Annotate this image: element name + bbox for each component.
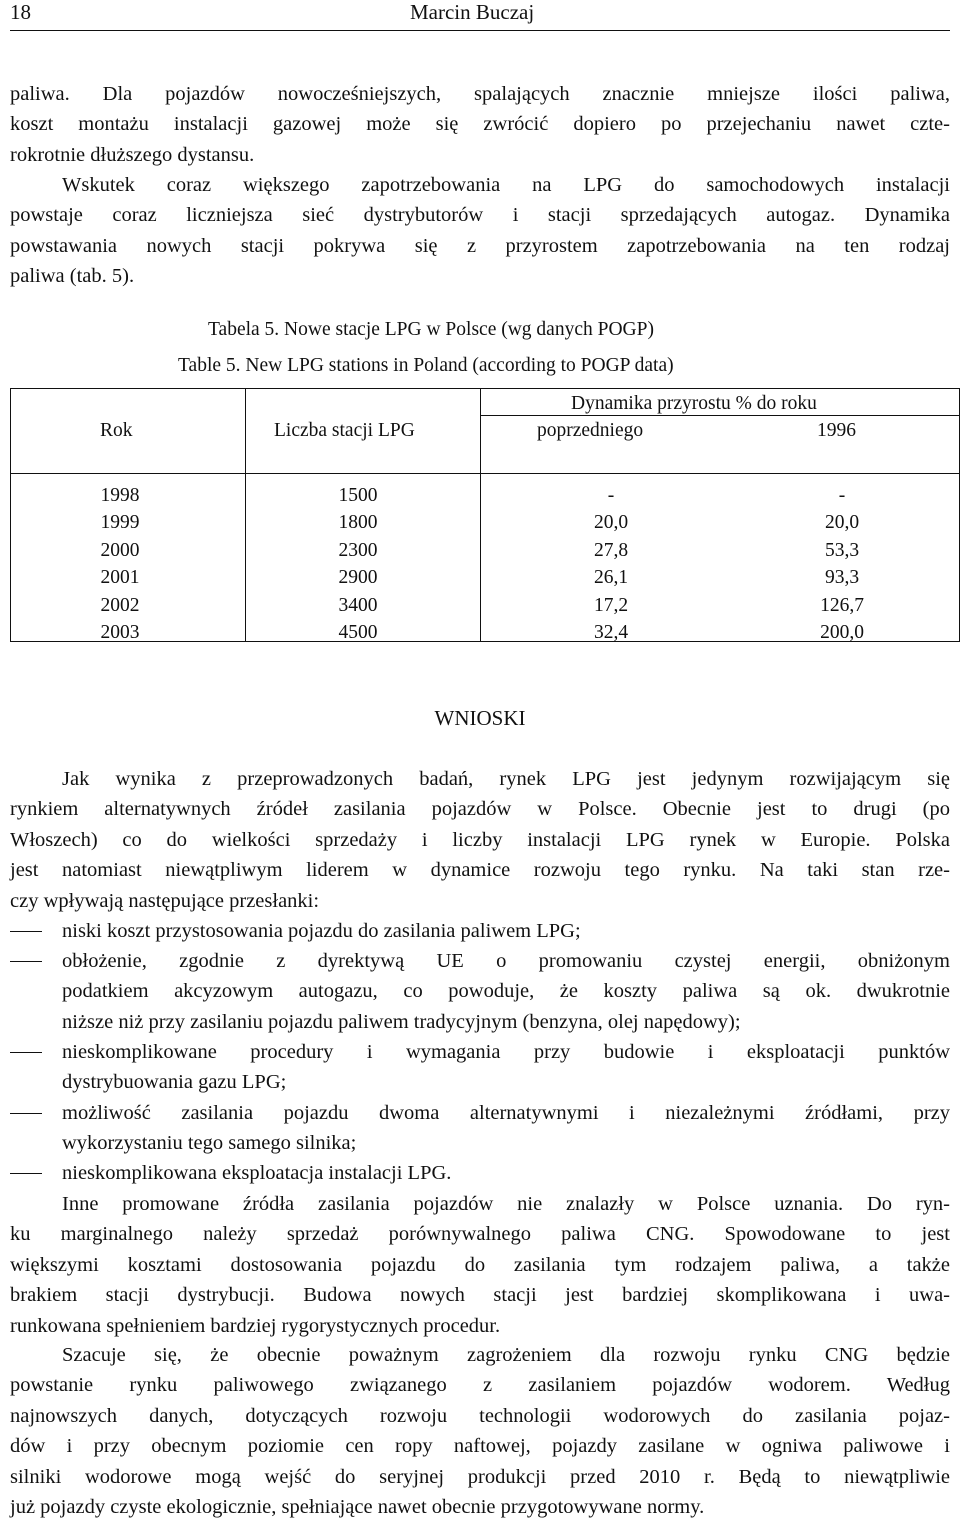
running-header	[10, 0, 950, 31]
table-cell: -	[838, 485, 846, 506]
conclusions-paragraph	[10, 764, 950, 916]
table-cell: 2900	[338, 567, 378, 589]
bullet-item	[10, 1098, 950, 1159]
text-line: większymi kosztami dostosowania pojazdu do zasilania tym rodzajem paliwa, a także	[10, 1253, 950, 1276]
text-line: silniki wodorowe mogą wejść do seryjnej produkcji przed 2010 r. Będą to niewątpliwie	[10, 1465, 950, 1488]
section-heading: WNIOSKI	[434, 706, 526, 730]
table-cell: 2300	[338, 539, 378, 561]
bullet-item	[10, 1158, 950, 1188]
running-header-author: Marcin Buczaj	[410, 0, 535, 24]
text-line: rynkiem alternatywnych źródeł zasilania pojazdów w Polsce. Obecnie jest to drugi (po	[10, 798, 950, 821]
text-line: niski koszt przystosowania pojazdu do zasilania paliwem LPG;	[62, 920, 581, 942]
text-line: dystrybuowania gazu LPG;	[62, 1071, 287, 1094]
column-divider	[480, 388, 481, 641]
text-line: Inne promowane źródła zasilania pojazdów nie znalazły w Polsce uznania. Do ryn-	[62, 1193, 950, 1215]
text-line: Szacuje się, że obecnie poważnym zagrożeniem dla rozwoju rynku CNG będzie	[62, 1344, 950, 1366]
table-cell: 32,4	[593, 621, 629, 643]
text-line: dów i przy obecnym poziomie cen ropy naftowej, pojazdy zasilane w ogniwa paliwowe i	[10, 1435, 950, 1458]
dash-bullet	[10, 1098, 42, 1128]
text-line: Jak wynika z przeprowadzonych badań, rynek LPG jest jedynym rozwijającym się	[62, 768, 950, 790]
table-cell: 17,2	[593, 594, 629, 616]
column-station-count	[308, 482, 408, 646]
bullet-item	[10, 916, 950, 946]
dash-bullet	[10, 916, 42, 946]
table-cell: 20,0	[593, 512, 629, 534]
text-line: podatkiem akcyzowym autogazu, co powoduje, że koszty paliwa są ok. dwukrotnie	[62, 980, 950, 1003]
text-line: powstaje coraz liczniejsza sieć dystrybutorów i stacji sprzedających autogaz. Dynamika	[10, 204, 950, 227]
table-cell: 26,1	[593, 567, 629, 589]
bullet-item	[10, 1037, 950, 1098]
table-cell: 200,0	[820, 621, 864, 643]
text-line: już pojazdy czyste ekologicznie, spełniające nawet obecnie przygotowywane normy.	[10, 1495, 705, 1518]
text-line: koszt montażu instalacji gazowej może się zwrócić dopiero po przejechaniu nawet czte-	[10, 113, 950, 136]
column-base-year	[787, 482, 897, 646]
stations-paragraph	[10, 170, 950, 292]
text-line: nieskomplikowana eksploatacja instalacji LPG.	[62, 1162, 452, 1184]
table-cell: 1999	[100, 512, 140, 534]
text-line: paliwa. Dla pojazdów nowocześniejszych, spalających znacznie mniejsze ilości paliwa,	[10, 83, 950, 105]
header-base-year: 1996	[817, 420, 856, 441]
dash-bullet	[10, 1158, 42, 1188]
intro-paragraph	[10, 79, 950, 170]
text-line: nieskomplikowane procedury i wymagania przy budowie i eksploatacji punktów	[62, 1041, 950, 1063]
table-cell: 2001	[100, 567, 140, 589]
column-divider	[245, 388, 246, 641]
table-cell: 4500	[338, 621, 378, 643]
header-divider	[10, 473, 960, 474]
header-subdivider	[480, 415, 960, 416]
column-previous-year	[556, 482, 666, 646]
table-cell: 20,0	[824, 512, 860, 534]
text-line: brakiem stacji dystrybucji. Budowa nowych stacji jest bardziej skomplikowana i uwa-	[10, 1284, 950, 1307]
text-line: niższe niż przy zasilaniu pojazdu paliwem tradycyjnym (benzyna, olej napędowy);	[62, 1010, 741, 1033]
text-line: powstanie rynku paliwowego związanego z zasilaniem pojazdów wodorem. Według	[10, 1374, 950, 1397]
text-line: runkowana spełnieniem bardziej rygorystycznych procedur.	[10, 1314, 501, 1337]
table-caption-pl: Tabela 5. Nowe stacje LPG w Polsce (wg danych POGP)	[208, 319, 654, 340]
table-cell: 3400	[338, 594, 378, 616]
table-cell: -	[607, 485, 615, 506]
table-cell: 2002	[100, 594, 140, 616]
table-cell: 27,8	[593, 539, 629, 561]
table-cell: 1500	[338, 485, 378, 506]
text-line: ku marginalnego należy sprzedaż porównywalnego paliwa CNG. Spowodowane to jest	[10, 1223, 950, 1246]
text-line: rokrotnie dłuższego dystansu.	[10, 143, 255, 166]
table-caption-en: Table 5. New LPG stations in Poland (according to POGP data)	[178, 355, 674, 376]
table-cell: 53,3	[824, 539, 860, 561]
table-cell: 1998	[100, 485, 140, 506]
text-line: jest natomiast niewątpliwym liderem w dynamice rozwoju tego rynku. Na taki stan rze-	[10, 859, 950, 882]
header-previous-year: poprzedniego	[537, 420, 644, 441]
column-year	[70, 482, 170, 646]
text-line: paliwa (tab. 5).	[10, 265, 135, 288]
text-line: Wskutek coraz większego zapotrzebowania na LPG do samochodowych instalacji	[62, 174, 950, 196]
text-line: najnowszych danych, dotyczących rozwoju technologii wodorowych do zasilania pojaz-	[10, 1404, 950, 1427]
lpg-stations-table	[10, 388, 960, 642]
header-dynamics: Dynamika przyrostu % do roku	[571, 393, 817, 414]
text-line: obłożenie, zgodnie z dyrektywą UE o promowaniu czystej energii, obniżonym	[62, 950, 950, 972]
table-cell: 2003	[100, 621, 140, 643]
page-number: 18	[10, 0, 31, 24]
header-station-count: Liczba stacji LPG	[274, 420, 415, 441]
text-line: Włoszech) co do wielkości sprzedaży i liczby instalacji LPG rynek w Europie. Polska	[10, 828, 950, 851]
text-line: wykorzystaniu tego samego silnika;	[62, 1132, 357, 1155]
bullet-item	[10, 946, 950, 1037]
dash-bullet	[10, 946, 42, 976]
text-line: powstawania nowych stacji pokrywa się z przyrostem zapotrzebowania na ten rodzaj	[10, 234, 950, 257]
text-line: możliwość zasilania pojazdu dwoma alternatywnymi i niezależnymi źródłami, przy	[62, 1102, 950, 1124]
hydrogen-paragraph	[10, 1340, 950, 1522]
text-line: czy wpływają następujące przesłanki:	[10, 889, 320, 912]
table-cell: 93,3	[824, 567, 860, 589]
cng-paragraph	[10, 1189, 950, 1341]
header-year: Rok	[100, 420, 133, 441]
dash-bullet	[10, 1037, 42, 1067]
table-cell: 1800	[338, 512, 378, 534]
table-cell: 126,7	[820, 594, 864, 616]
table-cell: 2000	[100, 539, 140, 561]
